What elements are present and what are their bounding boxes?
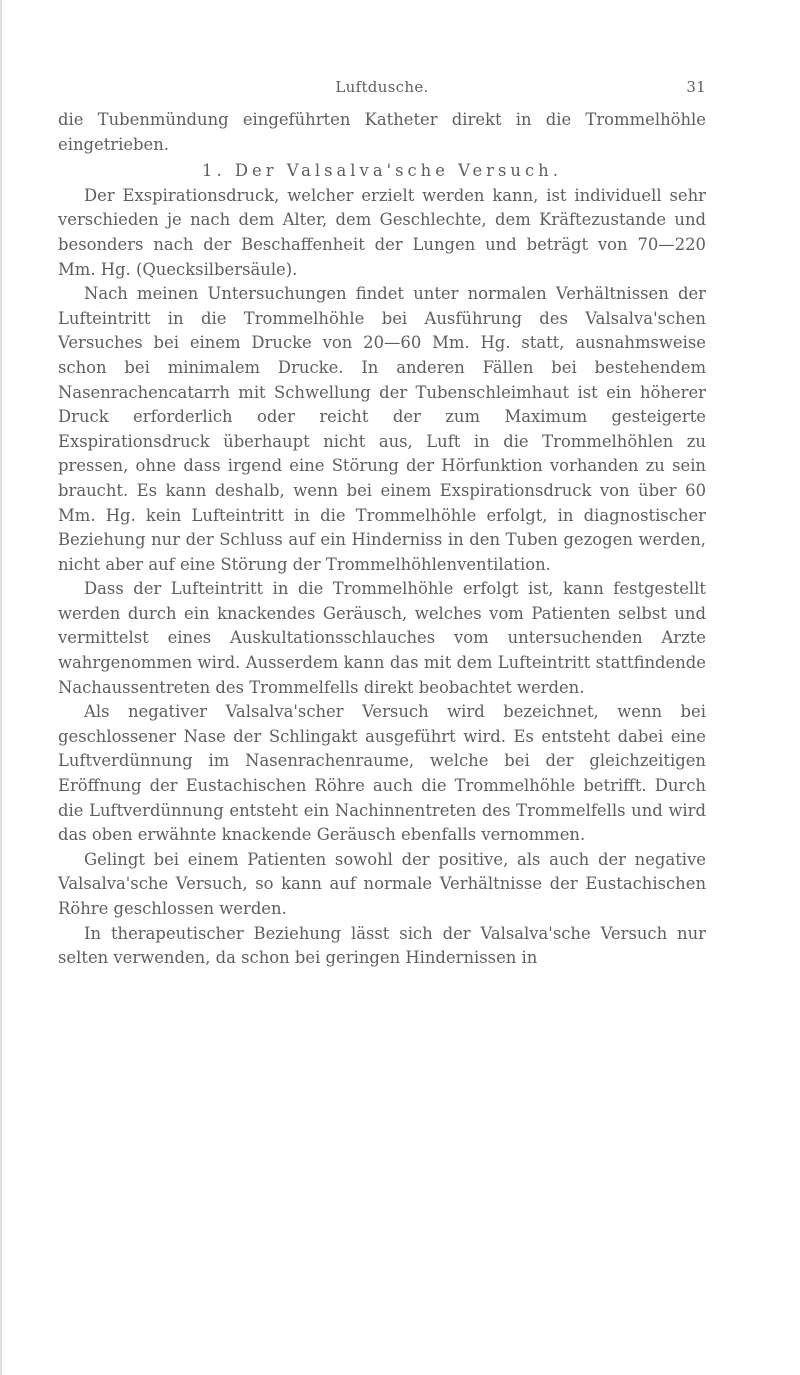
page-edge-shadow (0, 0, 2, 1375)
page-number: 31 (686, 78, 706, 96)
page-header (58, 78, 706, 102)
book-page (58, 78, 706, 1368)
paragraph-4: Als negativer Valsalva'scher Versuch wird bezeichnet, wenn bei geschlossener Nase der Schlingakt ausgeführt wird. Es entsteht dabei eine Luftverdünnung im Nasenrachenraume, welche bei der gleichzeitigen Eröffnung der Eustachischen Röhre auch die Trommelhöhle betrifft. Durch die Luftverdünnung entsteht ein Nachinnentreten des Trommelfells und wird das oben erwähnte knackende Geräusch ebenfalls vernommen. (58, 702, 706, 845)
paragraph-3: Dass der Lufteintritt in die Trommelhöhle erfolgt ist, kann festgestellt werden durch ein knackendes Geräusch, welches vom Patienten selbst und vermittelst eines Auskultationsschlauches vom untersuchenden Arzte wahrgenommen wird. Ausserdem kann das mit dem Lufteintritt stattfindende Nachaussentreten des Trommelfells direkt beobachtet werden. (58, 579, 706, 697)
paragraph-5: Gelingt bei einem Patienten sowohl der positive, als auch der negative Valsalva'sche Versuch, so kann auf normale Verhältnisse der Eustachischen Röhre geschlossen werden. (58, 849, 706, 918)
running-title: Luftdusche. (335, 78, 429, 96)
paragraph-6: In therapeutischer Beziehung lässt sich der Valsalva'sche Versuch nur selten verwenden, da schon bei geringen Hindernissen in (58, 923, 706, 968)
section-heading: 1. Der Valsalva'sche Versuch. (202, 161, 562, 181)
paragraph-1: Der Exspirationsdruck, welcher erzielt werden kann, ist individuell sehr verschieden je nach dem Alter, dem Geschlechte, dem Kräftezustande und besonders nach der Beschaffenheit der Lungen und beträgt von 70—220 Mm. Hg. (Quecksilbersäule). (58, 185, 706, 279)
paragraph-continuation: die Tubenmündung eingeführten Katheter direkt in die Trommelhöhle eingetrieben. (58, 110, 706, 154)
body-text (58, 108, 706, 971)
paragraph-2: Nach meinen Untersuchungen findet unter normalen Verhältnissen der Lufteintritt in die Trommelhöhle bei Ausführung des Valsalva'schen Versuches bei einem Drucke von 20—60 Mm. Hg. statt, ausnahmsweise schon bei minimalem Drucke. In anderen Fällen bei bestehendem Nasenrachencatarrh mit Schwellung der Tubenschleimhaut ist ein höherer Druck erforderlich oder reicht der zum Maximum gesteigerte Exspirationsdruck überhaupt nicht aus, Luft in die Trommelhöhlen zu pressen, ohne dass irgend eine Störung der Hörfunktion vorhanden zu sein braucht. Es kann deshalb, wenn bei einem Exspirationsdruck von über 60 Mm. Hg. kein Lufteintritt in die Trommelhöhle erfolgt, in diagnostischer Beziehung nur der Schluss auf ein Hinderniss in den Tuben gezogen werden, nicht aber auf eine Störung der Trommelhöhlenventilation. (58, 284, 706, 574)
